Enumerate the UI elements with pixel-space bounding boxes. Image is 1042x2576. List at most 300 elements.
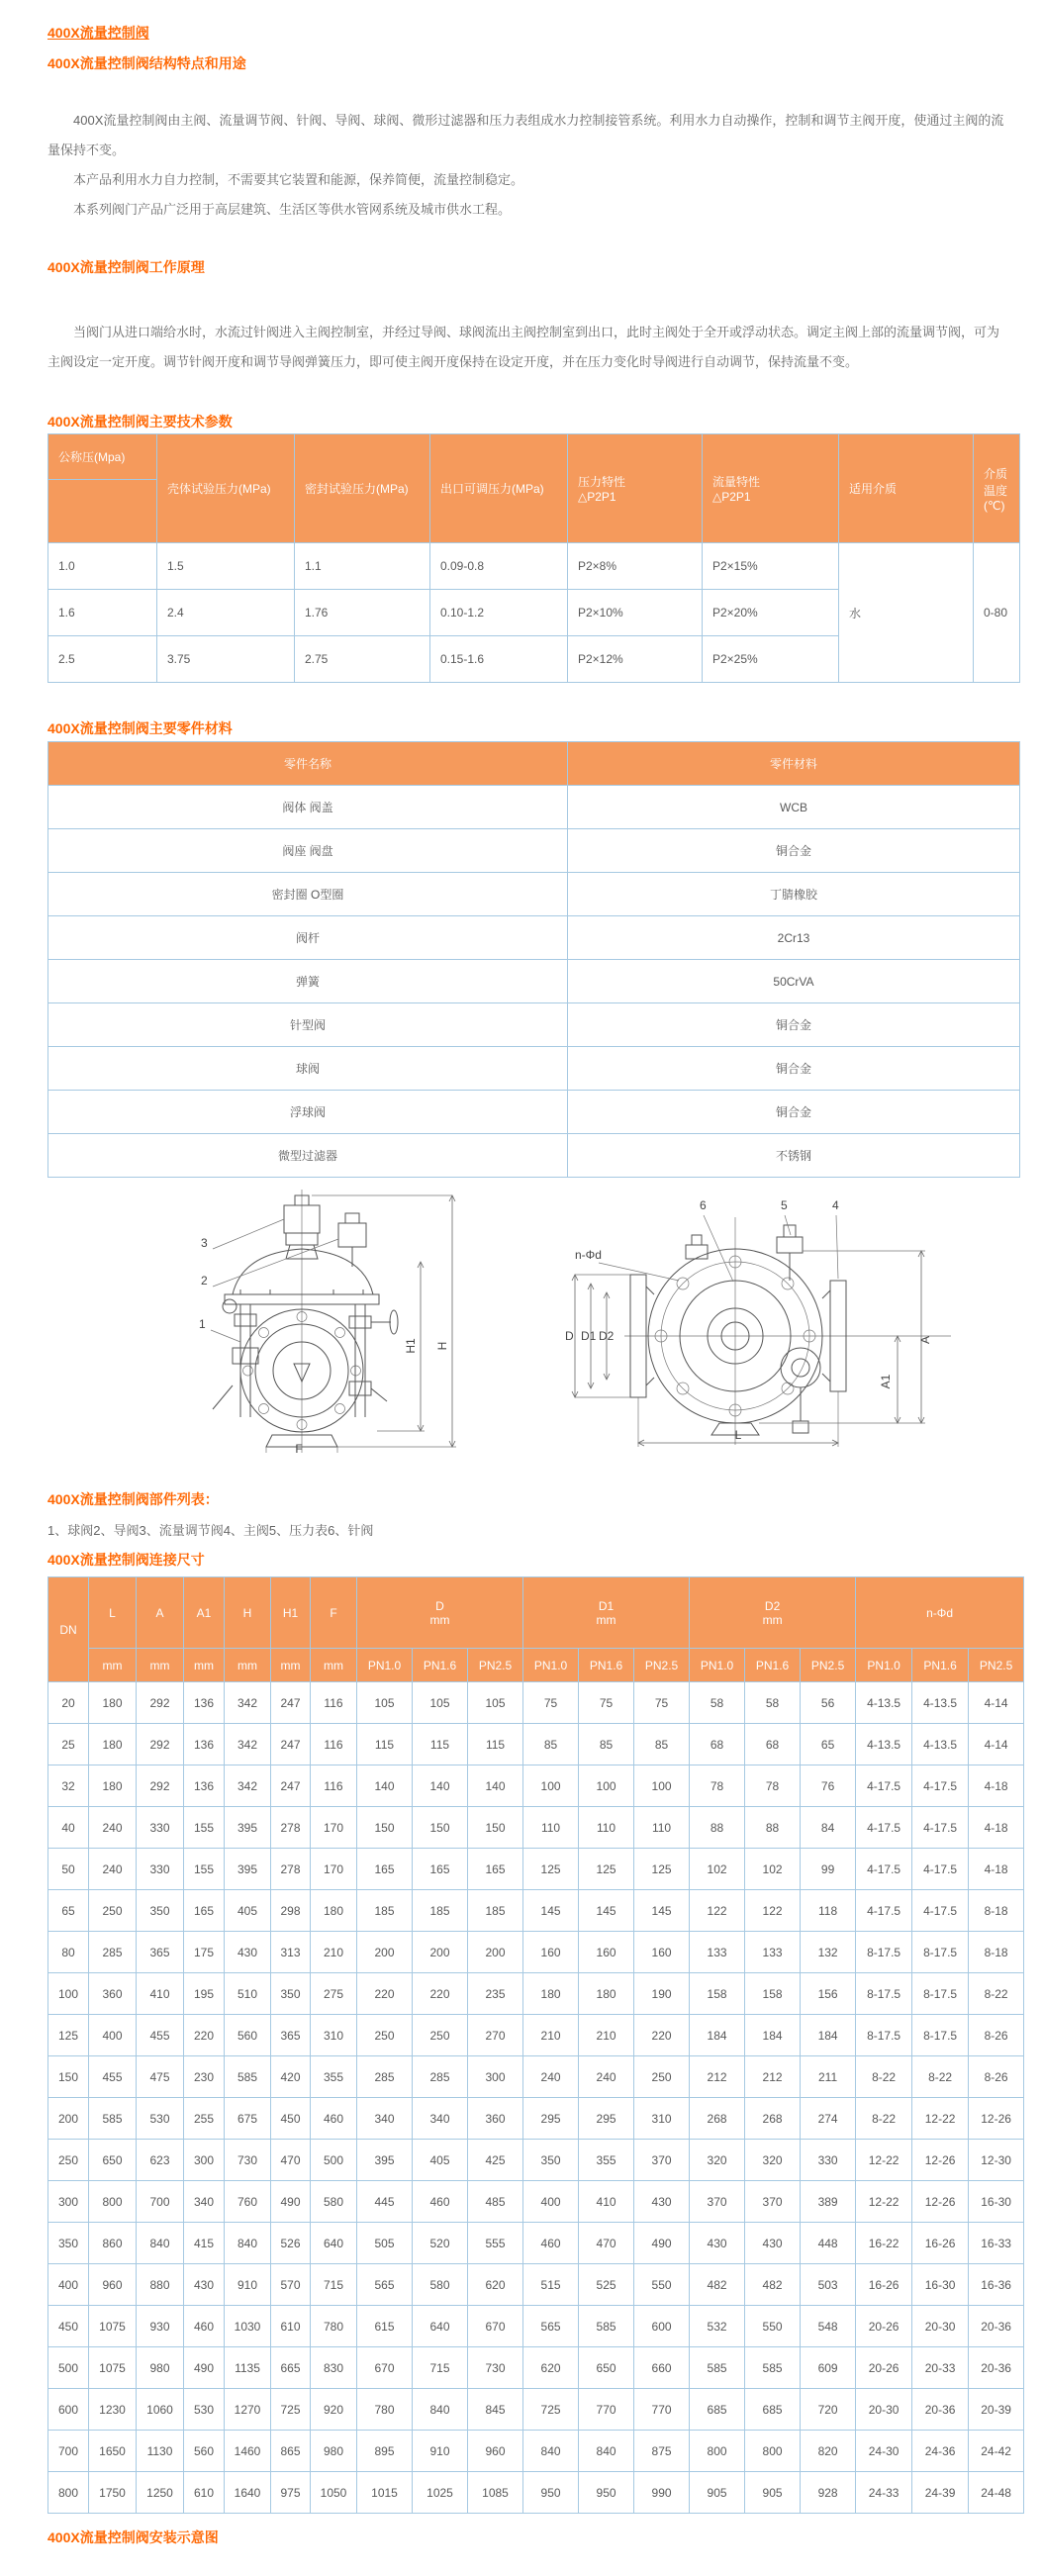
pn-header: PN1.6 [413, 1649, 468, 1682]
table-cell: 4-17.5 [856, 1807, 912, 1849]
table-cell: 2Cr13 [568, 916, 1020, 960]
table-cell: 76 [801, 1765, 856, 1807]
dims-row [48, 1890, 1024, 1932]
table-cell: 660 [634, 2347, 690, 2389]
col-group-d1: D1 mm [523, 1577, 690, 1649]
table-cell: 212 [745, 2056, 801, 2098]
table-cell: 350 [523, 2140, 579, 2181]
table-cell: 24-30 [856, 2431, 912, 2472]
table-cell: 420 [271, 2056, 311, 2098]
table-cell: 175 [184, 1932, 225, 1973]
table-cell: 105 [413, 1682, 468, 1724]
table-cell: 156 [801, 1973, 856, 2015]
dims-row [48, 1765, 1024, 1807]
table-cell: 400 [89, 2015, 137, 2056]
table-cell: 浮球阀 [48, 1091, 568, 1134]
table-cell: 丁腈橡胶 [568, 873, 1020, 916]
table-cell: 235 [468, 1973, 523, 2015]
part-label-2: 2 [200, 1274, 208, 1288]
table-cell: 184 [801, 2015, 856, 2056]
section-heading-materials: 400X流量控制阀主要零件材料 [47, 720, 233, 736]
table-cell: 565 [357, 2264, 413, 2306]
table-cell: 200 [48, 2098, 89, 2140]
table-cell: 24-36 [912, 2431, 969, 2472]
table-cell: 140 [468, 1765, 523, 1807]
table-cell: 58 [690, 1682, 745, 1724]
pn-header: PN2.5 [969, 1649, 1024, 1682]
table-cell: 840 [523, 2431, 579, 2472]
dims-row [48, 2140, 1024, 2181]
table-cell: 1230 [89, 2389, 137, 2431]
table-cell: 770 [579, 2389, 634, 2431]
section-heading-parts-list: 400X流量控制阀部件列表： [47, 1491, 219, 1507]
dim-label-f: F [294, 1442, 303, 1455]
table-cell: 405 [413, 2140, 468, 2181]
table-cell: 532 [690, 2306, 745, 2347]
dims-row [48, 2347, 1024, 2389]
table-cell: 905 [745, 2472, 801, 2514]
table-cell: 395 [357, 2140, 413, 2181]
table-cell: 75 [579, 1682, 634, 1724]
table-cell: 180 [89, 1765, 137, 1807]
pn-header: PN1.0 [523, 1649, 579, 1682]
table-cell: 980 [137, 2347, 184, 2389]
col-header-nominal-pressure: 公称压(Mpa) [48, 434, 157, 480]
table-cell: 12-22 [856, 2181, 912, 2223]
table-cell: 342 [225, 1765, 271, 1807]
table-cell: 不锈钢 [568, 1134, 1020, 1178]
table-cell: 650 [579, 2347, 634, 2389]
col-header-medium-temp: 介质 温度 (℃) [974, 434, 1020, 543]
table-cell: 132 [801, 1932, 856, 1973]
materials-table [47, 741, 1020, 1178]
table-cell: P2×25% [703, 636, 839, 683]
table-cell: 460 [311, 2098, 357, 2140]
table-cell: 115 [357, 1724, 413, 1765]
table-cell: 4-13.5 [856, 1682, 912, 1724]
dim-label-h1: H1 [403, 1338, 418, 1354]
table-cell: 16-22 [856, 2223, 912, 2264]
unit-header: mm [89, 1649, 137, 1682]
col-header-shell-test: 壳体试验压力(MPa) [157, 434, 295, 543]
table-cell: 240 [523, 2056, 579, 2098]
table-cell: 1135 [225, 2347, 271, 2389]
col-group-n-phi-d: n-Φd [856, 1577, 1024, 1649]
dim-label-h: H [434, 1341, 449, 1351]
table-cell: 240 [89, 1849, 137, 1890]
dim-label-d1: D1 [580, 1329, 596, 1343]
parts-list-line: 1、球阀2、导阀3、流量调节阀4、主阀5、压力表6、针阀 [47, 1523, 374, 1538]
table-cell: 565 [523, 2306, 579, 2347]
pn-header: PN1.6 [579, 1649, 634, 1682]
table-cell: 675 [225, 2098, 271, 2140]
table-cell: 184 [745, 2015, 801, 2056]
table-cell: P2×10% [568, 590, 703, 636]
table-cell: 20 [48, 1682, 89, 1724]
table-cell: 145 [634, 1890, 690, 1932]
table-cell: 450 [48, 2306, 89, 2347]
table-cell: 150 [468, 1807, 523, 1849]
table-cell: 292 [137, 1682, 184, 1724]
table-cell: 8-18 [969, 1932, 1024, 1973]
dim-label-l: L [734, 1428, 741, 1442]
materials-row [48, 960, 1020, 1003]
table-cell: 1130 [137, 2431, 184, 2472]
table-cell: 211 [801, 2056, 856, 2098]
valve-side-view-drawing [535, 1188, 961, 1455]
table-cell: 268 [745, 2098, 801, 2140]
table-cell: 102 [745, 1849, 801, 1890]
dims-row [48, 2472, 1024, 2514]
table-cell: 1640 [225, 2472, 271, 2514]
table-cell: 800 [48, 2472, 89, 2514]
table-cell: 8-17.5 [856, 2015, 912, 2056]
table-cell: 960 [89, 2264, 137, 2306]
table-cell: 145 [523, 1890, 579, 1932]
table-cell: 115 [468, 1724, 523, 1765]
pn-header: PN1.0 [690, 1649, 745, 1682]
table-cell: 715 [311, 2264, 357, 2306]
table-cell: 68 [690, 1724, 745, 1765]
table-cell: 580 [311, 2181, 357, 2223]
table-cell: 150 [357, 1807, 413, 1849]
table-cell: 490 [634, 2223, 690, 2264]
table-cell: 910 [225, 2264, 271, 2306]
dims-row [48, 2056, 1024, 2098]
table-cell: 190 [634, 1973, 690, 2015]
table-cell: 4-14 [969, 1724, 1024, 1765]
table-cell: 铜合金 [568, 1047, 1020, 1091]
table-cell: 247 [271, 1765, 311, 1807]
table-cell: 425 [468, 2140, 523, 2181]
table-cell: 170 [311, 1849, 357, 1890]
col-header-pressure-char [568, 434, 703, 543]
part-label-3: 3 [200, 1236, 208, 1250]
table-cell: 弹簧 [48, 960, 568, 1003]
table-cell: 184 [690, 2015, 745, 2056]
table-cell: 720 [801, 2389, 856, 2431]
table-cell: 80 [48, 1932, 89, 1973]
pn-header: PN1.6 [745, 1649, 801, 1682]
table-cell: 65 [801, 1724, 856, 1765]
table-cell: 115 [413, 1724, 468, 1765]
table-cell: 715 [413, 2347, 468, 2389]
table-cell: 640 [311, 2223, 357, 2264]
table-cell: 840 [137, 2223, 184, 2264]
table-cell: 250 [357, 2015, 413, 2056]
table-cell: 75 [523, 1682, 579, 1724]
table-cell: 145 [579, 1890, 634, 1932]
table-cell: 400 [523, 2181, 579, 2223]
tech-row [48, 543, 1020, 590]
table-cell: 510 [225, 1973, 271, 2015]
table-cell: 295 [579, 2098, 634, 2140]
table-cell: 8-22 [856, 2098, 912, 2140]
dim-label-a: A [917, 1335, 932, 1345]
table-cell: 840 [579, 2431, 634, 2472]
materials-row [48, 1003, 1020, 1047]
table-cell: 165 [357, 1849, 413, 1890]
unit-header: mm [184, 1649, 225, 1682]
table-cell: 560 [184, 2431, 225, 2472]
table-cell: 100 [48, 1973, 89, 2015]
table-cell: 0.10-1.2 [430, 590, 568, 636]
table-cell: 448 [801, 2223, 856, 2264]
table-cell: 570 [271, 2264, 311, 2306]
table-cell: 430 [184, 2264, 225, 2306]
col-header-f: F [311, 1577, 357, 1649]
table-cell: 670 [357, 2347, 413, 2389]
table-cell: 1.1 [295, 543, 430, 590]
table-cell: 20-30 [856, 2389, 912, 2431]
table-cell: 180 [89, 1682, 137, 1724]
table-cell: 365 [137, 1932, 184, 1973]
table-cell: 122 [690, 1890, 745, 1932]
table-cell: 133 [690, 1932, 745, 1973]
section-heading-features: 400X流量控制阀结构特点和用途 [47, 55, 246, 71]
table-cell: 球阀 [48, 1047, 568, 1091]
dims-row [48, 2389, 1024, 2431]
table-cell: 16-30 [912, 2264, 969, 2306]
flow-char-line2: △P2P1 [712, 490, 751, 504]
pn-header: PN1.0 [856, 1649, 912, 1682]
table-cell: 4-14 [969, 1682, 1024, 1724]
table-cell: 4-17.5 [856, 1849, 912, 1890]
table-cell: 8-22 [912, 2056, 969, 2098]
table-cell: 482 [690, 2264, 745, 2306]
table-cell: 微型过滤器 [48, 1134, 568, 1178]
table-cell: 840 [225, 2223, 271, 2264]
dims-row [48, 2264, 1024, 2306]
table-cell: 610 [184, 2472, 225, 2514]
table-cell: 585 [89, 2098, 137, 2140]
table-cell: 800 [745, 2431, 801, 2472]
materials-row [48, 829, 1020, 873]
table-cell: 950 [579, 2472, 634, 2514]
table-cell: 700 [137, 2181, 184, 2223]
table-cell: 500 [48, 2347, 89, 2389]
materials-row [48, 1047, 1020, 1091]
pressure-char-line2: △P2P1 [578, 490, 616, 504]
table-cell: 4-18 [969, 1849, 1024, 1890]
table-cell: 12-30 [969, 2140, 1024, 2181]
dims-row [48, 1932, 1024, 1973]
table-cell: P2×12% [568, 636, 703, 683]
table-cell: 220 [413, 1973, 468, 2015]
table-cell: 520 [413, 2223, 468, 2264]
table-cell: 298 [271, 1890, 311, 1932]
table-cell: 1270 [225, 2389, 271, 2431]
table-cell: 550 [634, 2264, 690, 2306]
table-cell: 12-26 [912, 2181, 969, 2223]
table-cell: 212 [690, 2056, 745, 2098]
table-cell: 88 [745, 1807, 801, 1849]
table-cell: 16-26 [912, 2223, 969, 2264]
table-cell: 110 [523, 1807, 579, 1849]
table-cell: 548 [801, 2306, 856, 2347]
table-cell: 180 [89, 1724, 137, 1765]
table-cell: 210 [523, 2015, 579, 2056]
table-cell: 530 [184, 2389, 225, 2431]
table-cell: 928 [801, 2472, 856, 2514]
table-cell: 阀杆 [48, 916, 568, 960]
table-cell: 4-13.5 [912, 1682, 969, 1724]
materials-row [48, 786, 1020, 829]
table-cell: 4-18 [969, 1765, 1024, 1807]
table-cell: 12-26 [912, 2140, 969, 2181]
section-heading-tech-params: 400X流量控制阀主要技术参数 [47, 414, 233, 429]
part-label-6: 6 [699, 1198, 707, 1212]
table-cell: 930 [137, 2306, 184, 2347]
table-cell: 313 [271, 1932, 311, 1973]
table-cell: 475 [137, 2056, 184, 2098]
dim-label-d: D [564, 1329, 574, 1343]
table-cell: 295 [523, 2098, 579, 2140]
col-header-dn: DN [48, 1577, 89, 1682]
col-header-flow-char [703, 434, 839, 543]
table-cell: 389 [801, 2181, 856, 2223]
table-cell: 8-17.5 [856, 1932, 912, 1973]
table-cell: 460 [523, 2223, 579, 2264]
table-cell: 1.76 [295, 590, 430, 636]
table-cell: 136 [184, 1682, 225, 1724]
pn-header: PN2.5 [801, 1649, 856, 1682]
temp-range-cell: 0-80 [974, 543, 1020, 683]
table-cell: 250 [413, 2015, 468, 2056]
table-cell: 247 [271, 1682, 311, 1724]
table-cell: 500 [311, 2140, 357, 2181]
table-cell: 220 [184, 2015, 225, 2056]
table-cell: 342 [225, 1682, 271, 1724]
table-cell: 8-18 [969, 1890, 1024, 1932]
table-cell: 410 [579, 2181, 634, 2223]
table-cell: 40 [48, 1807, 89, 1849]
table-cell: 830 [311, 2347, 357, 2389]
dim-label-a1: A1 [878, 1374, 893, 1389]
table-cell: 620 [523, 2347, 579, 2389]
table-cell: 1650 [89, 2431, 137, 2472]
table-cell: 195 [184, 1973, 225, 2015]
table-cell: 160 [634, 1932, 690, 1973]
table-cell: 116 [311, 1724, 357, 1765]
table-cell: 阀座 阀盘 [48, 829, 568, 873]
table-cell: 585 [745, 2347, 801, 2389]
table-cell: 210 [579, 2015, 634, 2056]
table-cell: 450 [271, 2098, 311, 2140]
table-cell: 200 [357, 1932, 413, 1973]
table-cell: 370 [745, 2181, 801, 2223]
table-cell: 165 [413, 1849, 468, 1890]
table-cell: 1085 [468, 2472, 523, 2514]
table-cell: 560 [225, 2015, 271, 2056]
table-cell: 78 [745, 1765, 801, 1807]
table-cell: 133 [745, 1932, 801, 1973]
materials-row [48, 873, 1020, 916]
materials-row [48, 916, 1020, 960]
table-cell: 585 [225, 2056, 271, 2098]
table-cell: 685 [690, 2389, 745, 2431]
table-cell: 410 [137, 1973, 184, 2015]
dims-row [48, 1682, 1024, 1724]
table-cell: 240 [89, 1807, 137, 1849]
table-cell: 730 [225, 2140, 271, 2181]
table-cell: 300 [184, 2140, 225, 2181]
table-cell: 1015 [357, 2472, 413, 2514]
table-cell: 342 [225, 1724, 271, 1765]
table-cell: 610 [271, 2306, 311, 2347]
table-cell: 990 [634, 2472, 690, 2514]
unit-header: mm [225, 1649, 271, 1682]
table-cell: 470 [271, 2140, 311, 2181]
table-cell: 285 [89, 1932, 137, 1973]
table-cell: 292 [137, 1724, 184, 1765]
table-cell: 160 [523, 1932, 579, 1973]
dims-row [48, 1849, 1024, 1890]
table-cell: 800 [89, 2181, 137, 2223]
table-cell: 455 [89, 2056, 137, 2098]
materials-row [48, 1134, 1020, 1178]
table-cell: WCB [568, 786, 1020, 829]
col-group-d2: D2 mm [690, 1577, 856, 1649]
table-cell: 220 [357, 1973, 413, 2015]
product-title-link[interactable]: 400X流量控制阀 [47, 25, 149, 41]
table-cell: 355 [311, 2056, 357, 2098]
table-cell: 330 [137, 1807, 184, 1849]
table-cell: 16-36 [969, 2264, 1024, 2306]
col-header-a1: A1 [184, 1577, 225, 1649]
table-cell: 85 [523, 1724, 579, 1765]
table-cell: 950 [523, 2472, 579, 2514]
table-cell: 620 [468, 2264, 523, 2306]
unit-header: mm [311, 1649, 357, 1682]
table-cell: 460 [413, 2181, 468, 2223]
table-cell: 160 [579, 1932, 634, 1973]
table-cell: 85 [634, 1724, 690, 1765]
table-cell: 2.4 [157, 590, 295, 636]
part-label-1: 1 [198, 1317, 206, 1331]
table-cell: 365 [271, 2015, 311, 2056]
table-cell: 555 [468, 2223, 523, 2264]
section-heading-principle: 400X流量控制阀工作原理 [47, 259, 205, 275]
table-cell: 125 [48, 2015, 89, 2056]
table-cell: 250 [48, 2140, 89, 2181]
col-group-d: D mm [357, 1577, 523, 1649]
table-cell: 20-36 [969, 2306, 1024, 2347]
table-cell: 275 [311, 1973, 357, 2015]
table-cell: 623 [137, 2140, 184, 2181]
table-cell: 247 [271, 1724, 311, 1765]
table-cell: 340 [413, 2098, 468, 2140]
table-cell: 165 [468, 1849, 523, 1890]
dims-row [48, 1807, 1024, 1849]
table-cell: 75 [634, 1682, 690, 1724]
table-cell: 600 [634, 2306, 690, 2347]
table-cell: 360 [468, 2098, 523, 2140]
table-cell: 490 [184, 2347, 225, 2389]
table-cell: 84 [801, 1807, 856, 1849]
table-cell: 58 [745, 1682, 801, 1724]
table-cell: 725 [271, 2389, 311, 2431]
table-cell: 密封圈 O型圈 [48, 873, 568, 916]
dims-row [48, 2181, 1024, 2223]
table-cell: 150 [48, 2056, 89, 2098]
table-cell: 12-26 [969, 2098, 1024, 2140]
valve-front-view-drawing [94, 1188, 529, 1455]
table-cell: 250 [634, 2056, 690, 2098]
table-cell: 585 [690, 2347, 745, 2389]
table-cell: 20-33 [912, 2347, 969, 2389]
table-cell: 56 [801, 1682, 856, 1724]
